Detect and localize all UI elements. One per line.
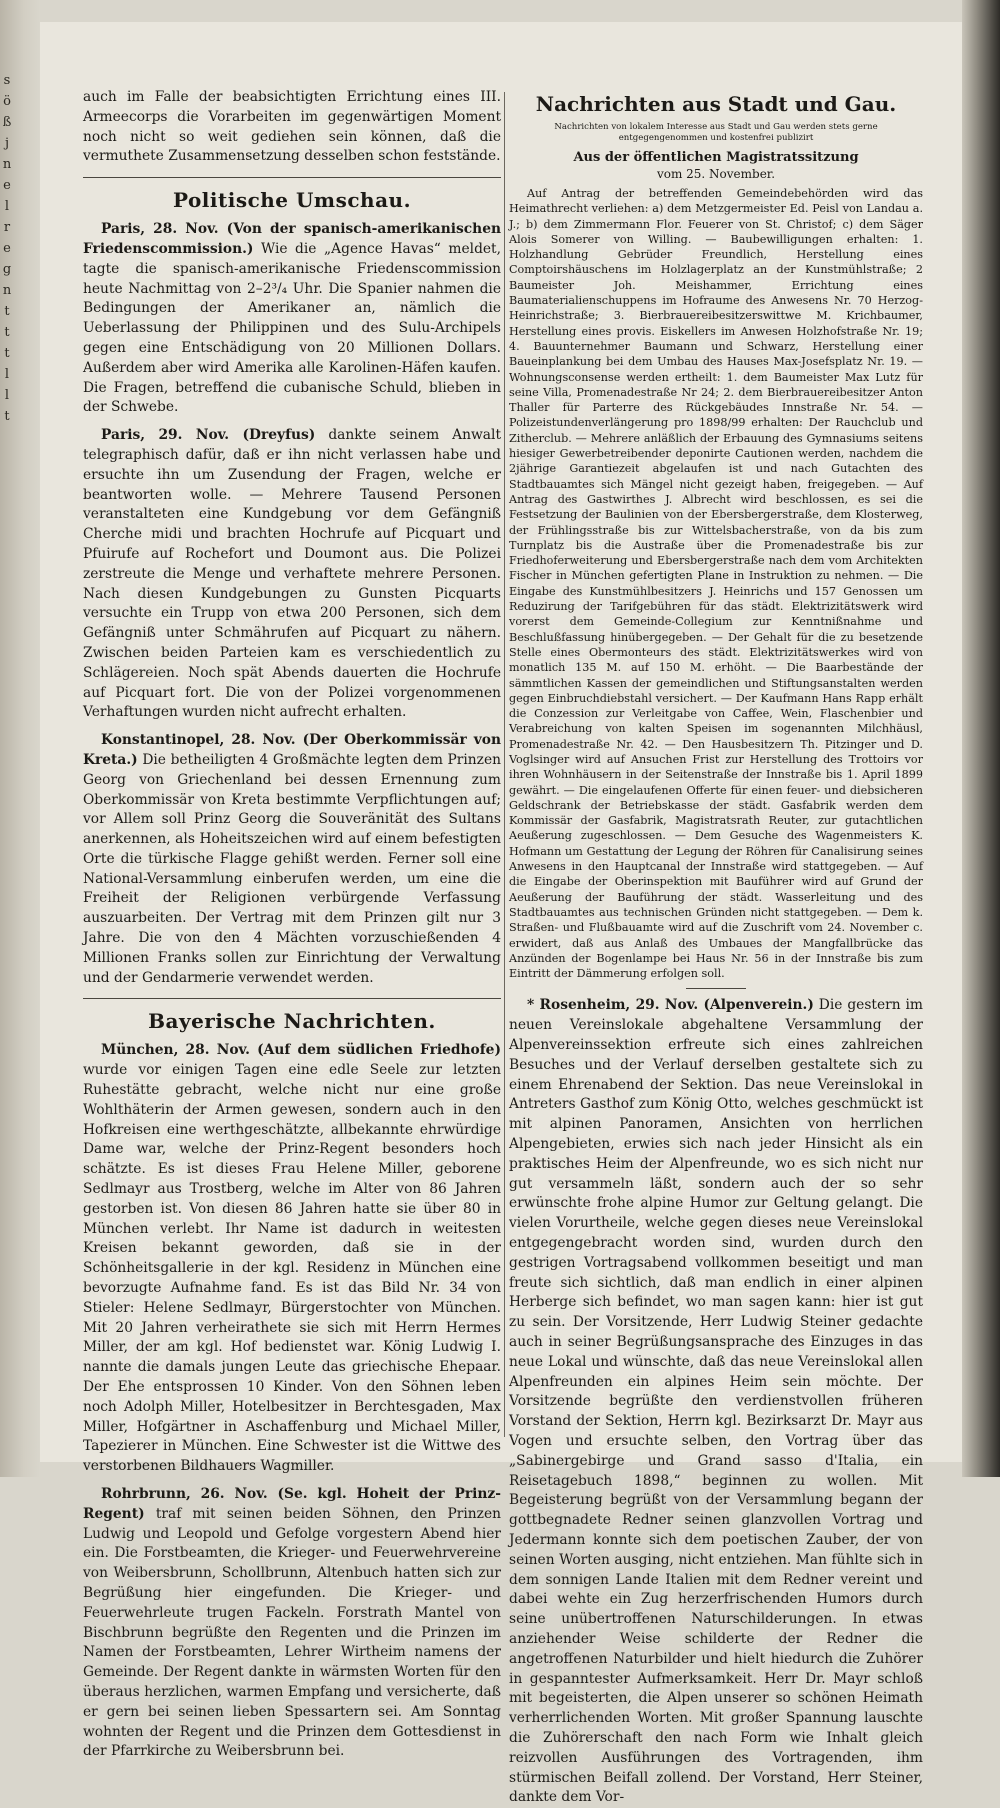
heading-politics: Politische Umschau. [172, 188, 412, 213]
binding-gutter [0, 0, 40, 1477]
article-text: traf mit seinen beiden Söhnen, den Prinzen Ludwig und Leopold und Gefolge vorgestern Abend hier ein. Die Forstbeamten, die Krieger- und Feuerwehrvereine von Weibersbrunn, Schollbrunn, Altenbuch hatten sich zur Begrüßung hier eingefunden. Die Krieger- und Feuerwehrleute trugen Fackeln. Forstrath Mantel von Bischbrunn begrüßte den Regenten und die Prinzen im Namen der Forstbeamten, Lehrer Wirtheim namens der Gemeinde. Der Regent dankte in wärmsten Worten für den überaus herzlichen, warmen Empfang und versicherte, daß er gern bei seinen lieben Spessartern sei. Am Sonntag wohnten der Regent und die Prinzen dem Gottesdienst in der Pfarrkirche zu Weibersbrunn bei. [83, 1505, 501, 1760]
short-rule [686, 988, 746, 989]
article-constantinople [83, 731, 501, 988]
editorial-note: Nachrichten von lokalem Interesse aus Stadt und Gau werden stets gerne entgegengenommen und kostenfrei publizirt [554, 122, 878, 143]
article-lead: Konstantinopel, 28. Nov. (Der Oberkommissär von Kreta.) [83, 732, 501, 768]
newspaper-page [40, 22, 962, 1806]
adjacent-page-letters: s ö ß j n e l r e g n t t t l l t [2, 73, 12, 424]
page-edge-shadow [962, 0, 1000, 1477]
article-lead: Paris, 28. Nov. (Von der spanisch-amerikanischen Friedenscommission.) [83, 221, 501, 257]
article-continuation: auch im Falle der beabsichtigten Errichtung eines III. Armeecorps die Vorarbeiten im gegenwärtigen Moment noch nicht so weit gediehen sein können, daß die vermuthete Zusammensetzung desselben schon feststände. [83, 89, 501, 165]
article-text: Die gestern im neuen Vereinslokale abgehaltene Versammlung der Alpenvereinssektion erfreute sich eines zahlreichen Besuches und der Verlauf derselben gestaltete sich zu einem Ehrenabend der Sektion. Das neue Vereinslokal in Antreters Gasthof zum König Otto, welches geschmückt ist mit alpinen Panoramen, Ansichten von herrlichen Alpengebieten, erwies sich nach jeder Hinsicht als ein praktisches Heim der Alpenfreunde, wo es sich nicht nur gut versammeln läßt, sondern auch der so sehr erwünschte frohe alpine Humor zur Geltung gelangt. Die vielen Vorurtheile, welche gegen dieses neue Vereinslokal entgegengebracht worden sind, wurden durch den gestrigen Vortragsabend vollkommen beseitigt und man freute sich sichtlich, daß man endlich in einer alpinen Herberge sich befindet, wo man sagen kann: hier ist gut zu sein. Der Vorsitzende, Herr Ludwig Steiner gedachte auch in seiner Begrüßungsansprache des Einzuges in das neue Lokal und wünschte, daß das neue Vereinslokal allen Alpenfreunden ein alpines Heim sein möchte. Der Vorsitzende begrüßte den verdienstvollen früheren Vorstand der Sektion, Herrn kgl. Bezirksarzt Dr. Mayr aus Vogen und ersuchte selben, den Vortrag über das „Sabinergebirge und Grand sasso d'Italia, ein Reisetagebuch 1898,“ beginnen zu wollen. Mit Begeisterung begrüßt von der Versammlung begann der gottbegnadete Redner seinen glanzvollen Vortrag und Jedermann konnte sich dem poetischen Zauber, der von seinen Worten ausging, nicht entziehen. Man fühlte sich in dem sonnigen Lande Italien mit dem Redner vereint und dabei wehte ein Zug herzerfrischenden Humors durch seine unübertroffenen Naturschilderungen. In etwas anziehender Weise schilderte der Redner die angetroffenen Naturbilder und hielt hiedurch die Zuhörer in gespanntester Aufmerksamkeit. Herr Dr. Mayr schloß mit begeisterten, die Alpen unserer so schönen Heimath verherrlichenden Worten. Mit großer Spannung lauschte die Zuhörerschaft den nach Form wie Inhalt gleich reizvollen Ausführungen des Vortragenden, ihm stürmischen Beifall zollend. Der Vorstand, Herr Steiner, dankte dem Vor- [509, 997, 924, 1806]
subheading-date: vom 25. November. [656, 167, 776, 181]
article-text: wurde vor einigen Tagen eine edle Seele zur letzten Ruhestätte gebracht, welche nicht nur eine große Wohlthäterin der Armen gewesen, sondern auch in den Hofkreisen eine werthgeschätzte, allbekannte ehrwürdige Dame war, welche der Prinz-Regent besonders hoch schätzte. Es ist dieses Frau Helene Miller, geborene Sedlmayr aus Trostberg, welche im Alter von 86 Jahren gestorben ist. Von diesen 86 Jahren hatte sie über 80 in München verlebt. Ihr Name ist dadurch in weitesten Kreisen bekannt geworden, daß sie in der Schönheitsgallerie in der kgl. Residenz in München eine bevorzugte Aufnahme fand. Es ist das Bild Nr. 34 von Stieler: Helene Sedlmayr, Bürgerstochter von München. Mit 20 Jahren verheirathete sie sich mit Herrn Hermes Miller, der am kgl. Hof bedienstet war. König Ludwig I. nannte die damals jungen Leute das griechische Ehepaar. Der Ehe entsprossen 10 Kinder. Von den Söhnen leben noch Adolph Miller, Hotelbesitzer in Berchtesgaden, Max Miller, Hofgärtner in Aschaffenburg und Michael Miller, Tapezierer in München. Eine Schwester ist die Wittwe des verstorbenen Bildhauers Wagmiller. [83, 1062, 501, 1475]
article-text: dankte seinem Anwalt telegraphisch dafür, daß er ihn nicht verlassen habe und ersuchte ihn um Zusendung der Fragen, welche er beantworten wolle. — Mehrere Tausend Personen veranstalteten eine Kundgebung vor dem Gefängniß Cherche midi und brachten Hochrufe auf Picquart und Pfuirufe auf Rochefort und Doumont aus. Die Polizei zerstreute die Menge und verhaftete mehrere Personen. Nach diesen Kundgebungen zu Gunsten Picquarts versuchte ein Trupp von etwa 200 Personen, sich dem Gefängniß unter Schmährufen auf Picquart zu nähern. Zwischen beiden Parteien kam es verschiedentlich zu Schlägereien. Noch spät Abends dauerten die Hochrufe auf Picquart fort. Die von der Polizei vorgenommenen Verhaftungen wurden nicht aufrecht erhalten. [83, 427, 501, 721]
left-column [83, 88, 501, 1762]
article-paris-dreyfus [83, 426, 501, 723]
column-divider [504, 92, 505, 1437]
section-rule [83, 998, 501, 999]
article-text: Die betheiligten 4 Großmächte legten dem Prinzen Georg von Griechenland bei dessen Ernennung zum Oberkommissär von Kreta bestimmte Verpflichtungen auf; vor Allem soll Prinz Georg die Souveränität des Sultans anerkennen, als Hoheitszeichen wird auf einem befestigten Orte die türkische Flagge gehißt werden. Ferner soll eine National-Versammlung einberufen werden, um eine die Freiheit der Religionen verbürgende Verfassung auszuarbeiten. Der Vertrag mit dem Prinzen gilt nur 3 Jahre. Die von den 4 Mächten vorzuschießenden 4 Millionen Franks sollen zur Einrichtung der Verwaltung und der Gendarmerie verwendet werden. [83, 751, 502, 986]
article-paris-peace [83, 220, 501, 418]
article-magistrate-session: Auf Antrag der betreffenden Gemeindebehörden wird das Heimathrecht verliehen: a) dem Metzgermeister Ed. Peisl von Landau a. J.; b) dem Zimmermann Flor. Feuerer von St. Christof; c) dem Säger Alois Somerer von Willing. — Baubewilligungen erhalten: 1. Holzhandlung Gebrüder Freundlich, Herstellung eines Comptoirshäuschens im Holzlagerplatz an der Kunstmühlstraße; 2 Baumeister Joh. Meishammer, Errichtung eines Baumaterialienschuppens im Hofraume des Anwesens Nr. 70 Herzog-Heinrichstraße; 3. Bierbrauereibesitzerswittwe M. Krichbaumer, Herstellung eines provis. Eiskellers im Anwesen Holzhofstraße Nr. 19; 4. Bauunternehmer Baumann und Schwarz, Herstellung einer Baueinplankung bei dem Umbau des Hauses Max-Josefsplatz Nr. 19. — Wohnungsconsense werden ertheilt: 1. dem Baumeister Max Lutz für seine Villa, Promenadestraße Nr 24; 2. dem Bierbrauereibesitzer Anton Thaller für Parterre des Rückgebäudes Innstraße Nr. 54. — Polizeistundenverlängerung pro 1898/99 erhalten: Der Rauchclub und Zitherclub. — Mehrere anläßlich der Erbauung des Gymnasiums seitens hiesiger Gewerbetreibender deponirte Cautionen werden, nachdem die 2jährige Garantiezeit abgelaufen ist und nach Gutachten des Stadtbauamtes sich Mängel nicht gezeigt haben, freigegeben. — Auf Antrag des Gastwirthes J. Albrecht wird beschlossen, es sei die Festsetzung der Baulinien von der Ebersbergerstraße, dem Klosterweg, der Frühlingsstraße bis zur Wittelsbacherstraße, von da bis zum Turnplatz bis die Austraße über die Promenadestraße bis zur Friedhoferweiterung und Ebersbergerstraße nach dem vom Architekten Fischer in München gefertigten Plane in Instruktion zu nehmen. — Die Eingabe des Kunstmühlbesitzers J. Heinrichs und 157 Genossen um Reduzirung der Tarifgebühren für das städt. Elektrizitätswerk wird vorerst dem Gemeinde-Collegium zur Kenntnißnahme und Beschlußfassung hinübergegeben. — Der Gehalt für die zu besetzende Stelle eines Obermonteurs des städt. Elektrizitätswerkes wird von monatlich 135 M. auf 150 M. erhöht. — Die Baarbestände der sämmtlichen Kassen der gemeindlichen und Stiftungsanstalten werden gegen Einbruchdiebstahl versichert. — Der Kaufmann Hans Rapp erhält die Conzession zur Verleitgabe von Caffee, Wein, Flaschenbier und Verabreichung von kalten Speisen im sogenannten Milchhäusl, Promenadestraße Nr. 42. — Den Hausbesitzern Th. Pitzinger und D. Voglsinger wird auf Ansuchen Frist zur Herstellung des Trottoirs vor ihren Wohnhäusern in der Seitenstraße der Innstraße bis 1. April 1899 gewährt. — Die eingelaufenen Offerte für einen feuer- und diebsicheren Geldschrank der Betriebskasse der städt. Gasfabrik werden dem Kommissär der Gasfabrik, Magistratsrath Reuter, zur gutachtlichen Aeußerung zugeschlossen. — Dem Gesuche des Wagenmeisters K. Hofmann um Gestattung der Legung der Röhren für Canalisirung seines Anwesens in den Hauptcanal der Innstraße wird stattgegeben. — Auf die Eingabe der Oberinspektion mit Bauführer wird auf Grund der Aeußerung der Bauführung der städt. Wasserleitung und des Stadtbauamtes aus technischen Gründen nicht stattgegeben. — Dem k. Straßen- und Flußbauamte wird auf die Zuschrift vom 24. November c. erwidert, daß aus Anlaß des Umbaues der Mangfallbrücke das Anzünden der Bogenlampe bei Haus Nr. 56 in der Innstraße bis zum Eintritt der Dämmerung erfolgen soll. [509, 187, 923, 981]
heading-bavaria: Bayerische Nachrichten. [148, 1009, 436, 1034]
right-column [509, 88, 923, 1808]
heading-local-news: Nachrichten aus Stadt und Gau. [535, 92, 897, 116]
article-lead: Paris, 29. Nov. (Dreyfus) [101, 427, 316, 444]
article-munich [83, 1041, 501, 1477]
article-lead: * Rosenheim, 29. Nov. (Alpenverein.) [527, 997, 814, 1014]
article-rohrbrunn [83, 1485, 501, 1762]
article-lead: München, 28. Nov. (Auf dem südlichen Friedhofe) [101, 1042, 501, 1059]
article-lead: Rohrbrunn, 26. Nov. (Se. kgl. Hoheit der Prinz-Regent) [83, 1486, 501, 1522]
subheading-magistrate: Aus der öffentlichen Magistratssitzung [573, 150, 859, 165]
section-rule [83, 177, 501, 178]
article-rosenheim-alpenverein [509, 996, 923, 1808]
article-text: Wie die „Agence Havas“ meldet, tagte die spanisch-amerikanische Friedenscommission heute Nachmittag von 2–2³/₄ Uhr. Die Spanier nahmen die Bedingungen der Amerikaner an, nämlich die Ueberlassung der Philippinen und des Sulu-Archipels gegen eine Entschädigung von 20 Millionen Dollars. Außerdem aber wird Amerika alle Karolinen-Häfen kaufen. Die Fragen, betreffend die cubanische Schuld, blieben in der Schwebe. [83, 240, 501, 416]
